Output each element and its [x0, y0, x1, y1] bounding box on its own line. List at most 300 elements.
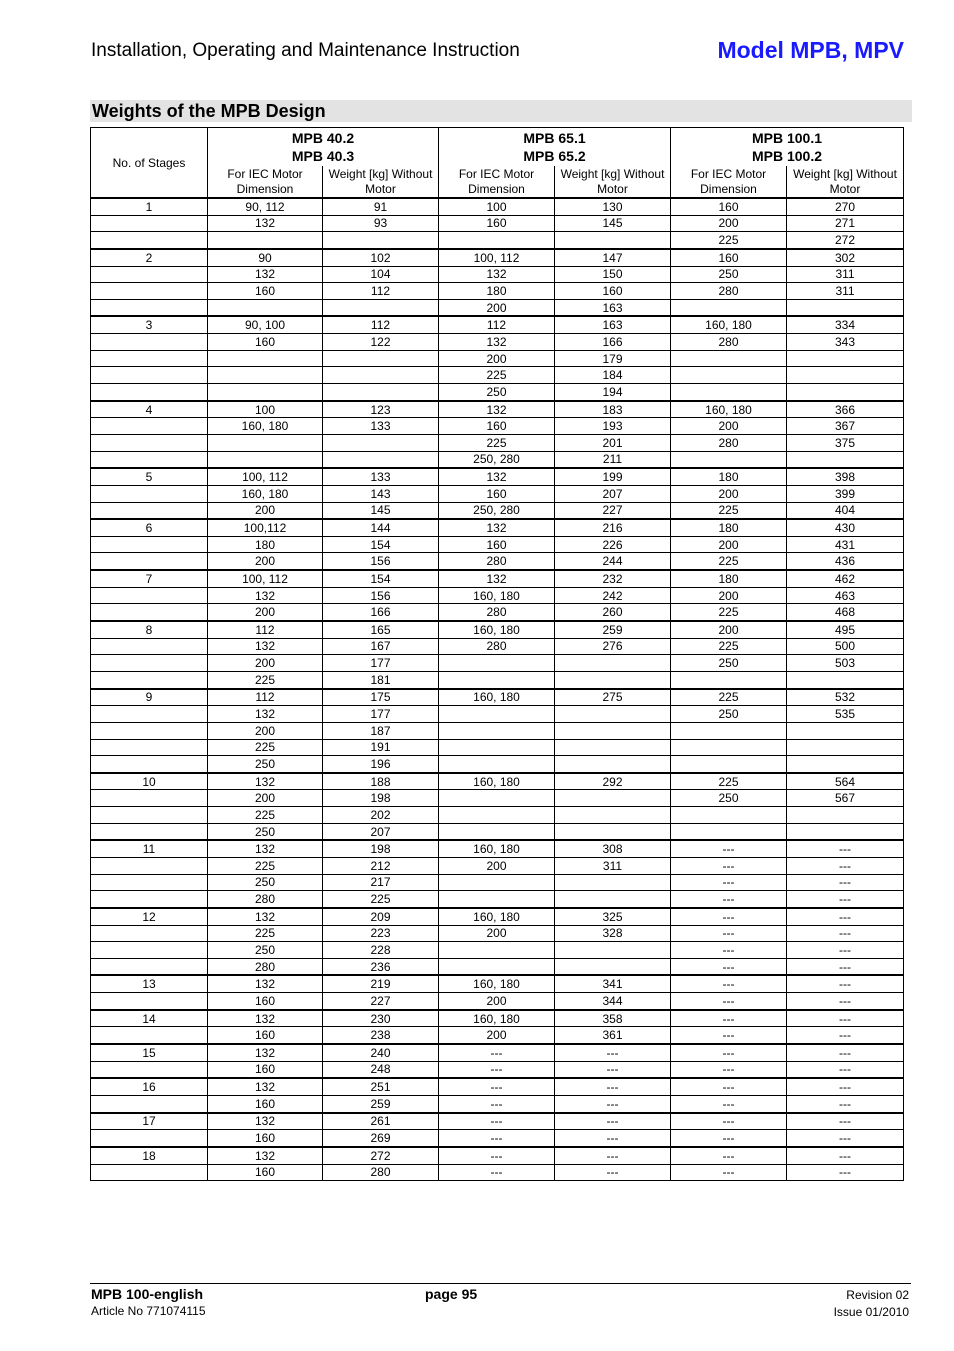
table-row [91, 536, 904, 553]
stage-cell: 14 [91, 1010, 208, 1027]
mpb40-dimension-cell: 90, 100 [208, 316, 323, 333]
mpb100-dimension-cell: 160, 180 [671, 401, 787, 418]
mpb65-dimension-cell [439, 655, 555, 672]
mpb100-dimension-cell [671, 671, 787, 688]
table-row [91, 891, 904, 908]
mpb65-weight-cell: 308 [555, 840, 671, 857]
table-row [91, 739, 904, 756]
mpb65-dimension-cell: 200 [439, 1027, 555, 1044]
mpb100-dimension-cell [671, 350, 787, 367]
mpb100-weight-cell: --- [787, 993, 904, 1010]
mpb100-weight-cell: 564 [787, 773, 904, 790]
mpb100-dimension-cell: 225 [671, 232, 787, 249]
mpb100-weight-cell: 462 [787, 570, 904, 587]
mpb100-dimension-cell: --- [671, 1164, 787, 1181]
mpb40-dimension-cell: 160 [208, 1095, 323, 1112]
mpb40-weight-cell: 177 [323, 655, 439, 672]
mpb40-dimension-cell: 132 [208, 266, 323, 283]
mpb40-dimension-cell: 132 [208, 1078, 323, 1095]
mpb100-weight-cell: --- [787, 1078, 904, 1095]
table-row [91, 807, 904, 824]
mpb65-weight-cell [555, 807, 671, 824]
mpb100-dimension-cell [671, 299, 787, 316]
mpb65-weight-cell [555, 891, 671, 908]
mpb65-weight-cell: 358 [555, 1010, 671, 1027]
mpb100-weight-cell: 302 [787, 249, 904, 266]
table-row [91, 418, 904, 435]
mpb100-weight-cell: --- [787, 1044, 904, 1061]
mpb65-dimension-cell [439, 671, 555, 688]
mpb65-dimension-cell: --- [439, 1095, 555, 1112]
mpb65-dimension-cell: 160, 180 [439, 1010, 555, 1027]
stage-cell: 2 [91, 249, 208, 266]
table-row [91, 350, 904, 367]
mpb100-dimension-cell: 250 [671, 266, 787, 283]
mpb40-dimension-cell: 112 [208, 621, 323, 638]
mpb100-dimension-cell: 250 [671, 790, 787, 807]
group-line2: MPB 40.3 [291, 148, 355, 164]
mpb65-dimension-cell: --- [439, 1147, 555, 1164]
mpb65-dimension-cell: 200 [439, 993, 555, 1010]
mpb40-weight-cell: 145 [323, 502, 439, 519]
mpb40-dimension-cell: 160, 180 [208, 418, 323, 435]
mpb65-weight-cell: 193 [555, 418, 671, 435]
mpb65-dimension-cell: 100, 112 [439, 249, 555, 266]
stage-cell [91, 434, 208, 451]
stage-cell: 16 [91, 1078, 208, 1095]
mpb40-weight-cell: 209 [323, 908, 439, 925]
mpb65-weight-cell: 130 [555, 198, 671, 215]
mpb100-weight-cell: 463 [787, 587, 904, 604]
stage-cell [91, 350, 208, 367]
stage-cell [91, 266, 208, 283]
mpb100-dimension-cell: 200 [671, 536, 787, 553]
stage-cell: 15 [91, 1044, 208, 1061]
mpb40-dimension-cell: 160 [208, 1164, 323, 1181]
group-line1: MPB 65.1 [523, 130, 586, 146]
stage-cell [91, 638, 208, 655]
table-row [91, 993, 904, 1010]
stage-cell [91, 587, 208, 604]
mpb100-dimension-cell: 225 [671, 638, 787, 655]
mpb65-weight-cell: 232 [555, 570, 671, 587]
table-row [91, 215, 904, 232]
stage-cell [91, 384, 208, 401]
mpb65-dimension-cell [439, 891, 555, 908]
mpb40-weight-cell [323, 367, 439, 384]
mpb40-weight-cell: 102 [323, 249, 439, 266]
mpb40-dimension-cell: 90, 112 [208, 198, 323, 215]
mpb65-dimension-cell: 160, 180 [439, 975, 555, 992]
mpb40-weight-cell [323, 451, 439, 468]
stage-cell [91, 232, 208, 249]
mpb100-weight-cell: 532 [787, 689, 904, 706]
mpb100-weight-cell [787, 350, 904, 367]
mpb65-dimension-cell: 280 [439, 604, 555, 621]
mpb65-dimension-cell [439, 232, 555, 249]
mpb40-dimension-cell [208, 384, 323, 401]
stage-cell [91, 1061, 208, 1078]
mpb100-weight-cell [787, 823, 904, 840]
mpb100-dimension-cell: 200 [671, 215, 787, 232]
mpb100-weight-cell: 271 [787, 215, 904, 232]
mpb40-dimension-cell: 280 [208, 958, 323, 975]
table-row [91, 773, 904, 790]
mpb100-weight-cell: 468 [787, 604, 904, 621]
mpb40-weight-cell: 112 [323, 283, 439, 300]
mpb40-dimension-cell: 160 [208, 1061, 323, 1078]
mpb100-dimension-cell: --- [671, 1095, 787, 1112]
mpb65-weight-cell: 150 [555, 266, 671, 283]
mpb65-dimension-cell: 160 [439, 215, 555, 232]
stage-cell [91, 1027, 208, 1044]
mpb100-dimension-cell: --- [671, 1027, 787, 1044]
mpb65-dimension-cell: --- [439, 1113, 555, 1130]
mpb65-dimension-cell: 132 [439, 570, 555, 587]
table-row [91, 874, 904, 891]
mpb40-weight-cell [323, 350, 439, 367]
mpb65-weight-cell: 341 [555, 975, 671, 992]
mpb40-dimension-cell: 200 [208, 790, 323, 807]
mpb65-weight-cell [555, 790, 671, 807]
mpb40-dimension-cell: 200 [208, 722, 323, 739]
mpb65-weight-cell: 311 [555, 857, 671, 874]
mpb40-weight-cell [323, 384, 439, 401]
mpb65-dimension-cell: 200 [439, 299, 555, 316]
mpb65-weight-cell [555, 706, 671, 723]
mpb65-weight-cell: --- [555, 1113, 671, 1130]
mpb100-weight-cell: 367 [787, 418, 904, 435]
footer-document-name: MPB 100-english [91, 1286, 204, 1302]
mpb100-dimension-cell [671, 807, 787, 824]
subheader-dimension: For IEC Motor Dimension [208, 166, 323, 198]
stage-cell: 7 [91, 570, 208, 587]
stage-cell [91, 993, 208, 1010]
footer-divider [90, 1283, 911, 1284]
mpb65-weight-cell: 259 [555, 621, 671, 638]
mpb100-dimension-cell: 180 [671, 468, 787, 485]
table-row [91, 334, 904, 351]
mpb100-weight-cell: --- [787, 891, 904, 908]
mpb65-weight-cell: --- [555, 1044, 671, 1061]
stage-cell [91, 283, 208, 300]
mpb65-dimension-cell: 160, 180 [439, 840, 555, 857]
mpb100-dimension-cell: 200 [671, 621, 787, 638]
mpb65-dimension-cell: 160 [439, 418, 555, 435]
mpb65-dimension-cell: 132 [439, 401, 555, 418]
mpb40-weight-cell: 93 [323, 215, 439, 232]
mpb100-weight-cell: 272 [787, 232, 904, 249]
mpb40-weight-cell: 156 [323, 553, 439, 570]
stage-cell [91, 706, 208, 723]
table-row [91, 706, 904, 723]
mpb40-dimension-cell: 132 [208, 1147, 323, 1164]
mpb100-dimension-cell: --- [671, 993, 787, 1010]
mpb100-dimension-cell: --- [671, 1010, 787, 1027]
footer-revision: Revision 02 [846, 1288, 909, 1302]
mpb100-weight-cell: --- [787, 857, 904, 874]
mpb65-weight-cell: 226 [555, 536, 671, 553]
mpb65-dimension-cell [439, 874, 555, 891]
stage-cell [91, 1095, 208, 1112]
mpb40-weight-cell: 238 [323, 1027, 439, 1044]
mpb40-dimension-cell: 90 [208, 249, 323, 266]
mpb65-dimension-cell: 250, 280 [439, 502, 555, 519]
mpb100-weight-cell: 270 [787, 198, 904, 215]
mpb40-dimension-cell: 132 [208, 706, 323, 723]
footer-issue: Issue 01/2010 [833, 1305, 909, 1319]
mpb40-weight-cell [323, 434, 439, 451]
mpb65-dimension-cell: 132 [439, 334, 555, 351]
mpb40-weight-cell: 91 [323, 198, 439, 215]
table-row [91, 908, 904, 925]
mpb40-dimension-cell: 100 [208, 401, 323, 418]
group-header-mpb40 [208, 128, 439, 167]
mpb40-weight-cell: 143 [323, 485, 439, 502]
mpb100-dimension-cell: 200 [671, 485, 787, 502]
mpb100-weight-cell: --- [787, 942, 904, 959]
mpb40-weight-cell: 167 [323, 638, 439, 655]
stage-cell: 4 [91, 401, 208, 418]
mpb100-dimension-cell: --- [671, 857, 787, 874]
mpb100-dimension-cell: --- [671, 1061, 787, 1078]
mpb65-weight-cell: --- [555, 1130, 671, 1147]
mpb100-weight-cell [787, 299, 904, 316]
mpb65-dimension-cell: --- [439, 1044, 555, 1061]
mpb40-weight-cell [323, 232, 439, 249]
stage-cell [91, 215, 208, 232]
stage-cell [91, 823, 208, 840]
group-header-mpb100 [671, 128, 904, 167]
mpb100-weight-cell [787, 722, 904, 739]
stage-cell: 5 [91, 468, 208, 485]
table-row [91, 1010, 904, 1027]
mpb65-weight-cell: 344 [555, 993, 671, 1010]
stage-cell [91, 739, 208, 756]
mpb65-dimension-cell: 160, 180 [439, 621, 555, 638]
stage-cell: 12 [91, 908, 208, 925]
mpb100-dimension-cell [671, 739, 787, 756]
table-row [91, 958, 904, 975]
model-title: Model MPB, MPV [717, 37, 904, 63]
mpb100-dimension-cell: 225 [671, 773, 787, 790]
table-row [91, 283, 904, 300]
table-row [91, 975, 904, 992]
mpb65-weight-cell: 163 [555, 299, 671, 316]
mpb65-dimension-cell [439, 722, 555, 739]
mpb65-weight-cell: 227 [555, 502, 671, 519]
mpb65-weight-cell: 276 [555, 638, 671, 655]
mpb100-dimension-cell: --- [671, 1113, 787, 1130]
mpb100-dimension-cell [671, 823, 787, 840]
mpb65-dimension-cell [439, 942, 555, 959]
mpb40-weight-cell [323, 299, 439, 316]
stage-cell: 18 [91, 1147, 208, 1164]
stage-cell: 8 [91, 621, 208, 638]
table-row [91, 604, 904, 621]
mpb40-dimension-cell: 100, 112 [208, 468, 323, 485]
table-row [91, 722, 904, 739]
mpb65-weight-cell [555, 739, 671, 756]
mpb65-weight-cell [555, 232, 671, 249]
mpb40-weight-cell: 251 [323, 1078, 439, 1095]
table-row [91, 942, 904, 959]
stage-cell [91, 451, 208, 468]
mpb65-weight-cell [555, 942, 671, 959]
mpb65-dimension-cell: 100 [439, 198, 555, 215]
mpb40-weight-cell: 123 [323, 401, 439, 418]
mpb40-weight-cell: 272 [323, 1147, 439, 1164]
mpb65-weight-cell [555, 958, 671, 975]
mpb65-weight-cell: 242 [555, 587, 671, 604]
table-row [91, 621, 904, 638]
table-row [91, 266, 904, 283]
mpb100-dimension-cell: 225 [671, 502, 787, 519]
stage-cell [91, 958, 208, 975]
mpb65-dimension-cell: 225 [439, 434, 555, 451]
mpb65-weight-cell: 361 [555, 1027, 671, 1044]
mpb40-dimension-cell [208, 350, 323, 367]
mpb40-dimension-cell: 250 [208, 756, 323, 773]
mpb100-weight-cell: 375 [787, 434, 904, 451]
mpb65-dimension-cell [439, 958, 555, 975]
mpb65-dimension-cell: 200 [439, 857, 555, 874]
mpb40-weight-cell: 112 [323, 316, 439, 333]
mpb65-weight-cell: 194 [555, 384, 671, 401]
mpb40-weight-cell: 133 [323, 418, 439, 435]
stage-cell [91, 891, 208, 908]
mpb100-weight-cell: 503 [787, 655, 904, 672]
mpb65-weight-cell: 199 [555, 468, 671, 485]
stage-cell [91, 604, 208, 621]
mpb40-dimension-cell: 160 [208, 1027, 323, 1044]
mpb65-weight-cell: 163 [555, 316, 671, 333]
mpb65-weight-cell: 292 [555, 773, 671, 790]
mpb40-weight-cell: 212 [323, 857, 439, 874]
table-row [91, 1095, 904, 1112]
mpb40-dimension-cell: 225 [208, 857, 323, 874]
mpb65-dimension-cell: --- [439, 1061, 555, 1078]
mpb40-dimension-cell: 225 [208, 739, 323, 756]
mpb65-weight-cell [555, 655, 671, 672]
table-row [91, 249, 904, 266]
mpb40-weight-cell: 156 [323, 587, 439, 604]
mpb40-dimension-cell: 180 [208, 536, 323, 553]
mpb65-weight-cell: 166 [555, 334, 671, 351]
mpb65-dimension-cell: 225 [439, 367, 555, 384]
table-row [91, 299, 904, 316]
mpb40-weight-cell: 225 [323, 891, 439, 908]
table-row [91, 823, 904, 840]
table-row [91, 925, 904, 942]
stage-cell: 17 [91, 1113, 208, 1130]
mpb40-weight-cell: 187 [323, 722, 439, 739]
stage-cell [91, 655, 208, 672]
table-row [91, 1113, 904, 1130]
mpb100-dimension-cell: 225 [671, 689, 787, 706]
table-row [91, 1130, 904, 1147]
mpb40-weight-cell: 236 [323, 958, 439, 975]
stage-cell [91, 367, 208, 384]
group-line2: MPB 65.2 [523, 148, 586, 164]
mpb40-weight-cell: 198 [323, 790, 439, 807]
footer-page-number: page 95 [425, 1286, 478, 1302]
mpb40-weight-cell: 198 [323, 840, 439, 857]
mpb65-dimension-cell: 180 [439, 283, 555, 300]
mpb100-weight-cell: --- [787, 958, 904, 975]
stage-cell: 1 [91, 198, 208, 215]
mpb65-weight-cell [555, 874, 671, 891]
mpb100-dimension-cell: --- [671, 891, 787, 908]
mpb100-weight-cell [787, 756, 904, 773]
table-body [91, 198, 904, 1181]
mpb40-dimension-cell [208, 434, 323, 451]
mpb100-dimension-cell [671, 756, 787, 773]
mpb65-dimension-cell: 160, 180 [439, 689, 555, 706]
section-title-bar [90, 100, 912, 122]
mpb40-dimension-cell: 200 [208, 604, 323, 621]
table-row [91, 689, 904, 706]
mpb65-weight-cell: 207 [555, 485, 671, 502]
table-row [91, 671, 904, 688]
stage-cell [91, 1164, 208, 1181]
table-row [91, 1061, 904, 1078]
mpb100-weight-cell: --- [787, 1164, 904, 1181]
mpb40-dimension-cell: 100, 112 [208, 570, 323, 587]
footer-article-number: Article No 771074115 [91, 1304, 206, 1318]
mpb65-weight-cell: 179 [555, 350, 671, 367]
mpb40-weight-cell: 202 [323, 807, 439, 824]
mpb40-dimension-cell: 132 [208, 638, 323, 655]
mpb100-dimension-cell: --- [671, 942, 787, 959]
mpb100-dimension-cell: 280 [671, 334, 787, 351]
mpb65-weight-cell: 184 [555, 367, 671, 384]
mpb40-dimension-cell: 225 [208, 807, 323, 824]
mpb65-weight-cell: 160 [555, 283, 671, 300]
mpb100-weight-cell [787, 671, 904, 688]
mpb40-dimension-cell: 160 [208, 1130, 323, 1147]
mpb100-dimension-cell: 225 [671, 604, 787, 621]
mpb100-weight-cell: 431 [787, 536, 904, 553]
mpb40-weight-cell: 154 [323, 570, 439, 587]
stage-cell [91, 299, 208, 316]
subheader-weight: Weight [kg] Without Motor [555, 166, 671, 198]
mpb65-dimension-cell: 160, 180 [439, 587, 555, 604]
mpb100-weight-cell: --- [787, 1061, 904, 1078]
table-row [91, 367, 904, 384]
stage-cell [91, 942, 208, 959]
mpb65-weight-cell: 244 [555, 553, 671, 570]
mpb100-weight-cell [787, 367, 904, 384]
mpb65-weight-cell: 147 [555, 249, 671, 266]
mpb100-weight-cell: 399 [787, 485, 904, 502]
stage-cell: 11 [91, 840, 208, 857]
mpb100-weight-cell: 398 [787, 468, 904, 485]
mpb40-weight-cell: 196 [323, 756, 439, 773]
mpb100-weight-cell: 436 [787, 553, 904, 570]
mpb40-weight-cell: 269 [323, 1130, 439, 1147]
mpb40-weight-cell: 227 [323, 993, 439, 1010]
stage-cell [91, 536, 208, 553]
mpb100-dimension-cell: 250 [671, 655, 787, 672]
mpb40-dimension-cell: 250 [208, 942, 323, 959]
mpb40-dimension-cell: 280 [208, 891, 323, 908]
table-row [91, 401, 904, 418]
mpb100-dimension-cell: 225 [671, 553, 787, 570]
mpb40-weight-cell: 223 [323, 925, 439, 942]
mpb40-dimension-cell: 250 [208, 823, 323, 840]
table-row [91, 384, 904, 401]
